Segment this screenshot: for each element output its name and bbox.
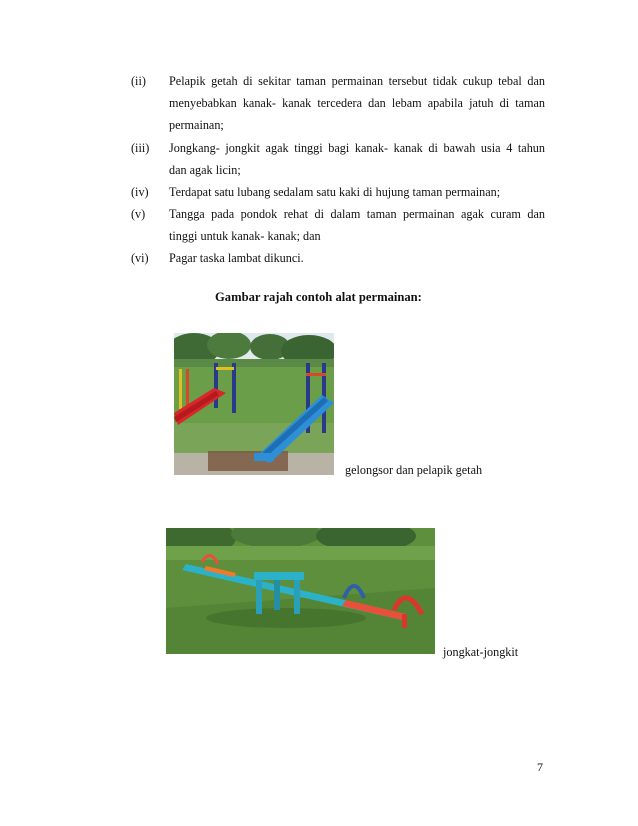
text-line: menyebabkan kanak- kanak tercedera dan lebam apabila jatuh di taman <box>169 96 545 110</box>
slide-photo-image <box>174 333 334 475</box>
text-line: Pelapik getah di sekitar taman permainan tersebut tidak cukup tebal dan <box>169 74 545 88</box>
list-number: (iii) <box>131 141 150 155</box>
text-line: dan agak licin; <box>169 163 241 177</box>
text-line: permainan; <box>169 118 224 132</box>
list-text <box>169 137 545 181</box>
list-text <box>169 181 545 203</box>
seesaw-photo-image <box>166 528 435 654</box>
text-line: tinggi untuk kanak- kanak; dan <box>169 229 321 243</box>
list-number: (iv) <box>131 185 149 199</box>
seesaw-photo <box>166 528 435 654</box>
list-number: (v) <box>131 207 146 221</box>
page-number: 7 <box>537 760 543 774</box>
figure-heading: Gambar rajah contoh alat permainan: <box>215 290 422 304</box>
slide-photo <box>174 333 334 475</box>
text-line: Terdapat satu lubang sedalam satu kaki di hujung taman permainan; <box>169 185 501 199</box>
list-text <box>169 70 545 136</box>
text-line: Tangga pada pondok rehat di dalam taman permainan agak curam dan <box>169 207 545 221</box>
text-line: Jongkang- jongkit agak tinggi bagi kanak- kanak di bawah usia 4 tahun <box>169 141 545 155</box>
list-text <box>169 247 545 269</box>
seesaw-caption: jongkat-jongkit <box>443 645 519 659</box>
list-text <box>169 203 545 247</box>
text-line: Pagar taska lambat dikunci. <box>169 251 304 265</box>
list-number: (vi) <box>131 251 149 265</box>
list-number: (ii) <box>131 74 146 88</box>
slide-caption: gelongsor dan pelapik getah <box>345 463 483 477</box>
